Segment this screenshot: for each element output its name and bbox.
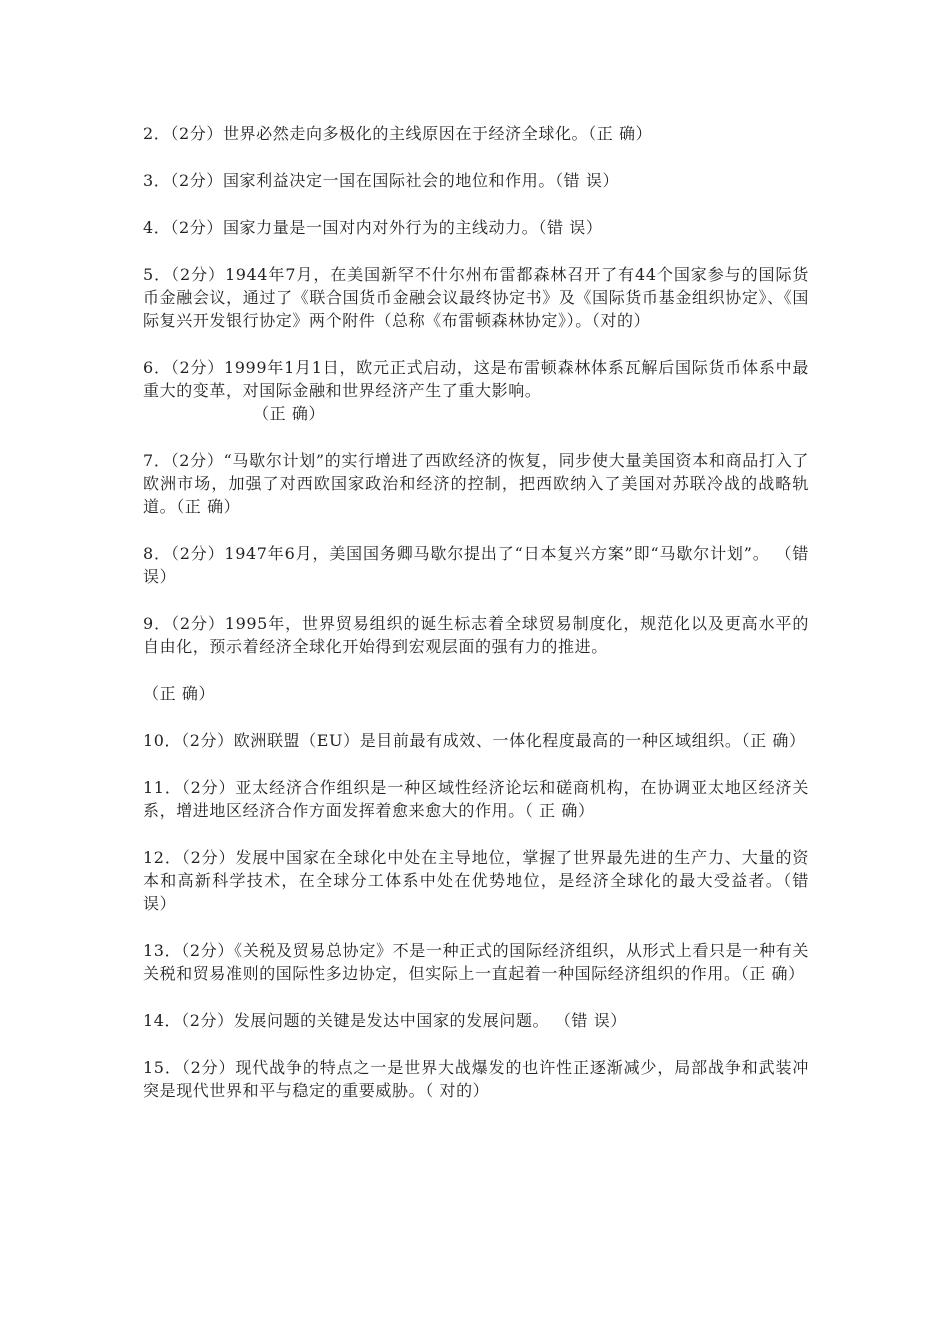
question-text: 8．（2分）1947年6月，美国国务卿马歇尔提出了“日本复兴方案”即“马歇尔计划”。 （错 误） xyxy=(143,544,809,586)
question-text: 9．（2分）1995年，世界贸易组织的诞生标志着全球贸易制度化，规范化以及更高水平的自由化，预示着经济全球化开始得到宏观层面的强有力的推进。 xyxy=(143,614,809,656)
question-text: 3．（2分）国家利益决定一国在国际社会的地位和作用。（错 误） xyxy=(143,171,620,190)
question-text: 6．（2分）1999年1月1日，欧元正式启动，这是布雷顿森林体系瓦解后国际货币体系中最重大的变革，对国际金融和世界经济产生了重大影响。 xyxy=(143,358,809,400)
question-3 xyxy=(143,169,809,192)
question-13 xyxy=(143,939,809,985)
question-text: 10．（2分）欧洲联盟（EU）是目前最有成效、一体化程度最高的一种区域组织。（正 确） xyxy=(143,731,806,750)
question-answer: （正 确） xyxy=(253,404,326,423)
question-10 xyxy=(143,729,809,752)
question-answer: （正 确） xyxy=(143,684,216,703)
question-12 xyxy=(143,846,809,915)
question-8 xyxy=(143,542,809,588)
question-text: 12．（2分）发展中国家在全球化中处在主导地位，掌握了世界最先进的生产力、大量的资本和高新科学技术，在全球分工体系中处在优势地位，是经济全球化的最大受益者。（错 误） xyxy=(143,848,809,913)
question-list xyxy=(143,122,809,1126)
question-text: 2．（2分）世界必然走向多极化的主线原因在于经济全球化。（正 确） xyxy=(143,124,653,143)
question-2 xyxy=(143,122,809,145)
question-text: 5．（2分）1944年7月，在美国新罕不什尔州布雷都森林召开了有44个国家参与的国际货币金融会议，通过了《联合国货币金融会议最终协定书》及《国际货币基金组织协定》、《国际复兴开发银行协定》两个附件（总称《布雷顿森林协定》）。（对的） xyxy=(143,265,809,330)
question-text: 14．（2分）发展问题的关键是发达中国家的发展问题。 （错 误） xyxy=(143,1011,627,1030)
question-text: 13．（2分）《关税及贸易总协定》不是一种正式的国际经济组织，从形式上看只是一种有关关税和贸易准则的国际性多边协定，但实际上一直起着一种国际经济组织的作用。（正 确） xyxy=(143,941,809,983)
question-11 xyxy=(143,776,809,822)
question-7 xyxy=(143,449,809,518)
question-14 xyxy=(143,1009,809,1032)
question-text: 4．（2分）国家力量是一国对内对外行为的主线动力。（错 误） xyxy=(143,218,603,237)
question-text: 11．（2分）亚太经济合作组织是一种区域性经济论坛和磋商机构，在协调亚太地区经济关系，增进地区经济合作方面发挥着愈来愈大的作用。（ 正 确） xyxy=(143,778,809,820)
question-15 xyxy=(143,1056,809,1102)
question-text: 7．（2分）“马歇尔计划”的实行增进了西欧经济的恢复，同步使大量美国资本和商品打入了欧洲市场，加强了对西欧国家政治和经济的控制，把西欧纳入了美国对苏联冷战的战略轨道。（正 确） xyxy=(143,451,809,516)
question-text: 15．（2分）现代战争的特点之一是世界大战爆发的也许性正逐渐减少，局部战争和武装冲突是现代世界和平与稳定的重要威胁。（ 对的） xyxy=(143,1058,809,1100)
question-6 xyxy=(143,356,809,425)
question-9 xyxy=(143,612,809,705)
question-5 xyxy=(143,263,809,332)
question-4 xyxy=(143,216,809,239)
